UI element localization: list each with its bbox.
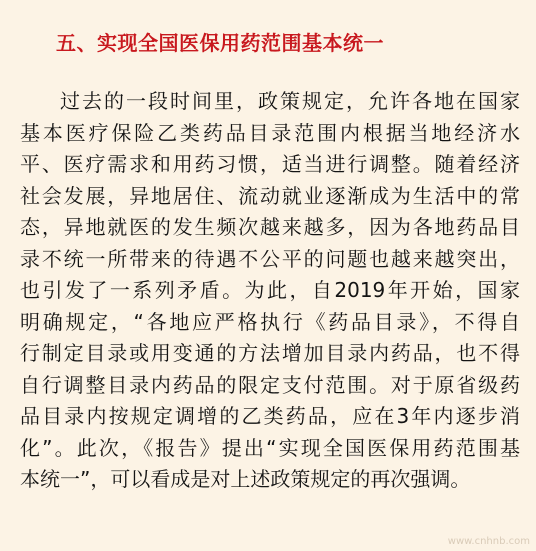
paragraph-line: 自行调整目录内药品的限定支付范围。对于原省级药 (20, 372, 520, 397)
paragraph-line: 平、医疗需求和用药习惯，适当进行调整。随着经济 (20, 152, 520, 176)
paragraph-line: 过去的一段时间里，政策规定，允许各地在国家 (60, 89, 520, 113)
paragraph-line: 录不统一所带来的待遇不公平的问题也越来越突出， (20, 246, 520, 271)
section-heading: 五、实现全国医保用药范围基本统一 (56, 31, 384, 55)
paragraph-line: 明确规定，“各地应严格执行《药品目录》，不得自 (20, 309, 520, 334)
paragraph-line: 化”。此次，《报告》提出“实现全国医保用药范围基 (20, 435, 520, 460)
paragraph-line: 也引发了一系列矛盾。为此，自2019年开始，国家 (20, 278, 520, 302)
article-paragraph (20, 86, 520, 496)
paragraph-line: 本统一”，可以看成是对上述政策规定的再次强调。 (20, 467, 471, 491)
site-watermark: www.cnhnb.com (447, 536, 530, 547)
paragraph-line: 态，异地就医的发生频次越来越多，因为各地药品目 (20, 215, 520, 239)
paragraph-line: 行制定目录或用变通的方法增加目录内药品，也不得 (20, 341, 520, 365)
paragraph-line: 品目录内按规定调增的乙类药品，应在3年内逐步消 (20, 404, 520, 428)
paragraph-line: 社会发展，异地居住、流动就业逐渐成为生活中的常 (20, 183, 520, 208)
paragraph-line: 基本医疗保险乙类药品目录范围内根据当地经济水 (20, 120, 520, 145)
